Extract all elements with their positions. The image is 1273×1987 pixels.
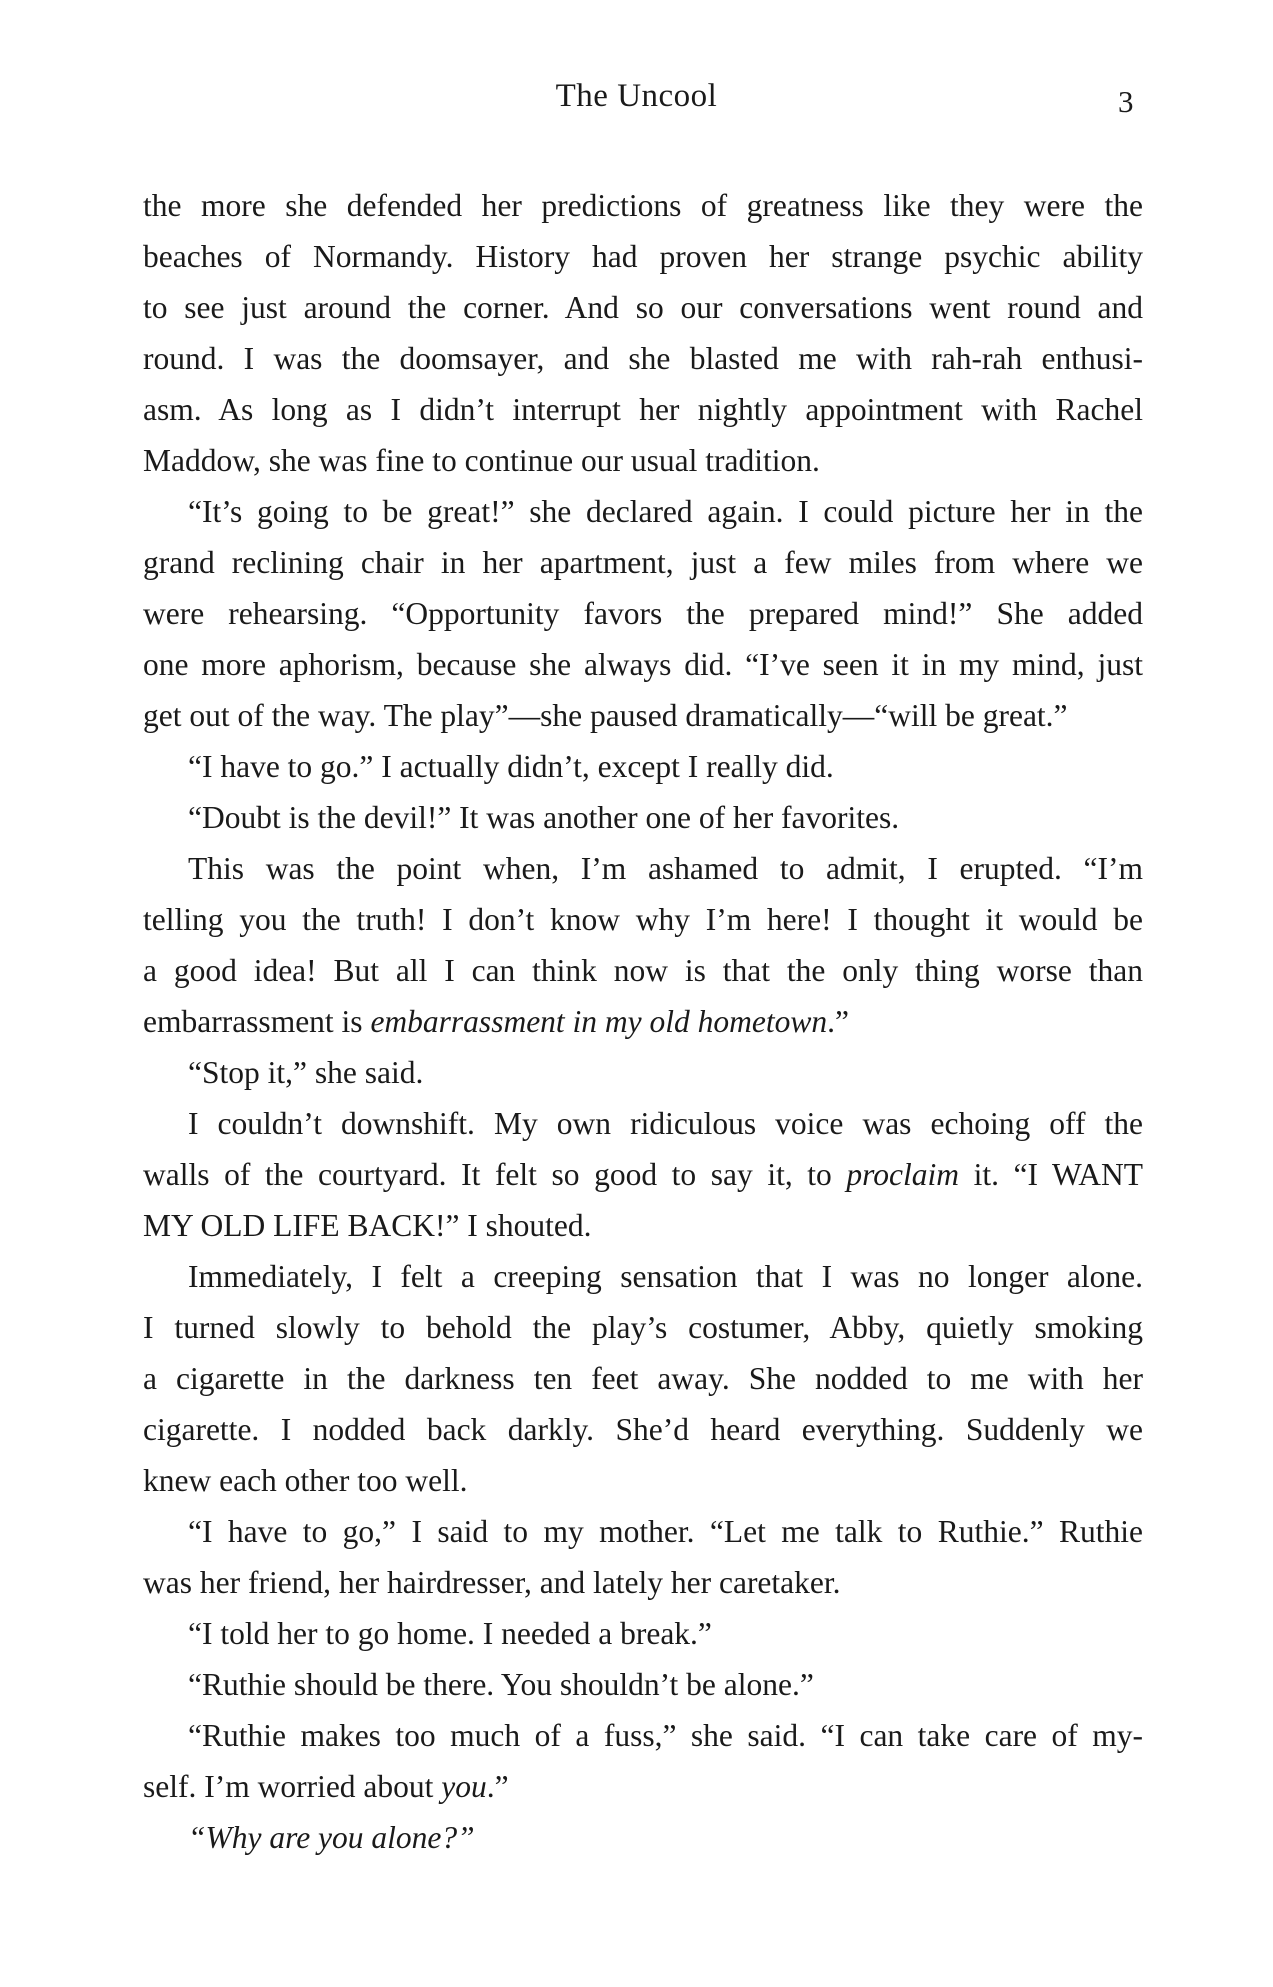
text-line: Maddow, she was fine to continue our usual tradition. — [143, 443, 820, 478]
text-line: MY OLD LIFE BACK!” I shouted. — [143, 1208, 592, 1243]
text-line: a cigarette in the darkness ten feet away. She nodded to me with her — [143, 1361, 1143, 1396]
text-line: grand reclining chair in her apartment, just a few miles from where we — [143, 545, 1143, 580]
text-line: to see just around the corner. And so our conversations went round and — [143, 290, 1143, 325]
text-line: embarrassment is embarrassment in my old hometown.” — [143, 1004, 850, 1039]
text-line: “Why are you alone?” — [188, 1820, 475, 1855]
text-line: self. I’m worried about you.” — [143, 1769, 509, 1804]
text-line: beaches of Normandy. History had proven her strange psychic ability — [143, 239, 1143, 274]
text-line: I couldn’t downshift. My own ridiculous voice was echoing off the — [188, 1106, 1143, 1141]
text-line: one more aphorism, because she always did. “I’ve seen it in my mind, just — [143, 647, 1143, 682]
text-line: walls of the courtyard. It felt so good to say it, to proclaim it. “I WANT — [143, 1157, 1143, 1192]
body-text — [143, 180, 1143, 1863]
text-line: “I have to go,” I said to my mother. “Let me talk to Ruthie.” Ruthie — [188, 1514, 1143, 1549]
text-line: “Stop it,” she said. — [188, 1055, 424, 1090]
text-line: a good idea! But all I can think now is that the only thing worse than — [143, 953, 1143, 988]
text-line: “I told her to go home. I needed a break.” — [188, 1616, 712, 1651]
text-line: telling you the truth! I don’t know why I’m here! I thought it would be — [143, 902, 1143, 937]
text-line: asm. As long as I didn’t interrupt her nightly appointment with Rachel — [143, 392, 1143, 427]
text-line: “Doubt is the devil!” It was another one of her favorites. — [188, 800, 900, 835]
text-line: cigarette. I nodded back darkly. She’d heard everything. Suddenly we — [143, 1412, 1143, 1447]
text-line: “Ruthie makes too much of a fuss,” she said. “I can take care of my- — [188, 1718, 1143, 1753]
text-line: the more she defended her predictions of greatness like they were the — [143, 188, 1143, 223]
page-number: 3 — [1118, 84, 1134, 119]
text-line: knew each other too well. — [143, 1463, 468, 1498]
text-line: round. I was the doomsayer, and she blasted me with rah-rah enthusi- — [143, 341, 1143, 376]
text-line: This was the point when, I’m ashamed to admit, I erupted. “I’m — [188, 851, 1143, 886]
text-line: Immediately, I felt a creeping sensation that I was no longer alone. — [188, 1259, 1143, 1294]
running-head-title: The Uncool — [555, 78, 718, 114]
text-line: “It’s going to be great!” she declared again. I could picture her in the — [188, 494, 1143, 529]
text-line: get out of the way. The play”—she paused dramatically—“will be great.” — [143, 698, 1068, 733]
text-line: “Ruthie should be there. You shouldn’t be alone.” — [188, 1667, 814, 1702]
text-line: I turned slowly to behold the play’s costumer, Abby, quietly smoking — [143, 1310, 1143, 1345]
text-line: was her friend, her hairdresser, and lately her caretaker. — [143, 1565, 841, 1600]
text-line: “I have to go.” I actually didn’t, except I really did. — [188, 749, 834, 784]
text-line: were rehearsing. “Opportunity favors the prepared mind!” She added — [143, 596, 1143, 631]
